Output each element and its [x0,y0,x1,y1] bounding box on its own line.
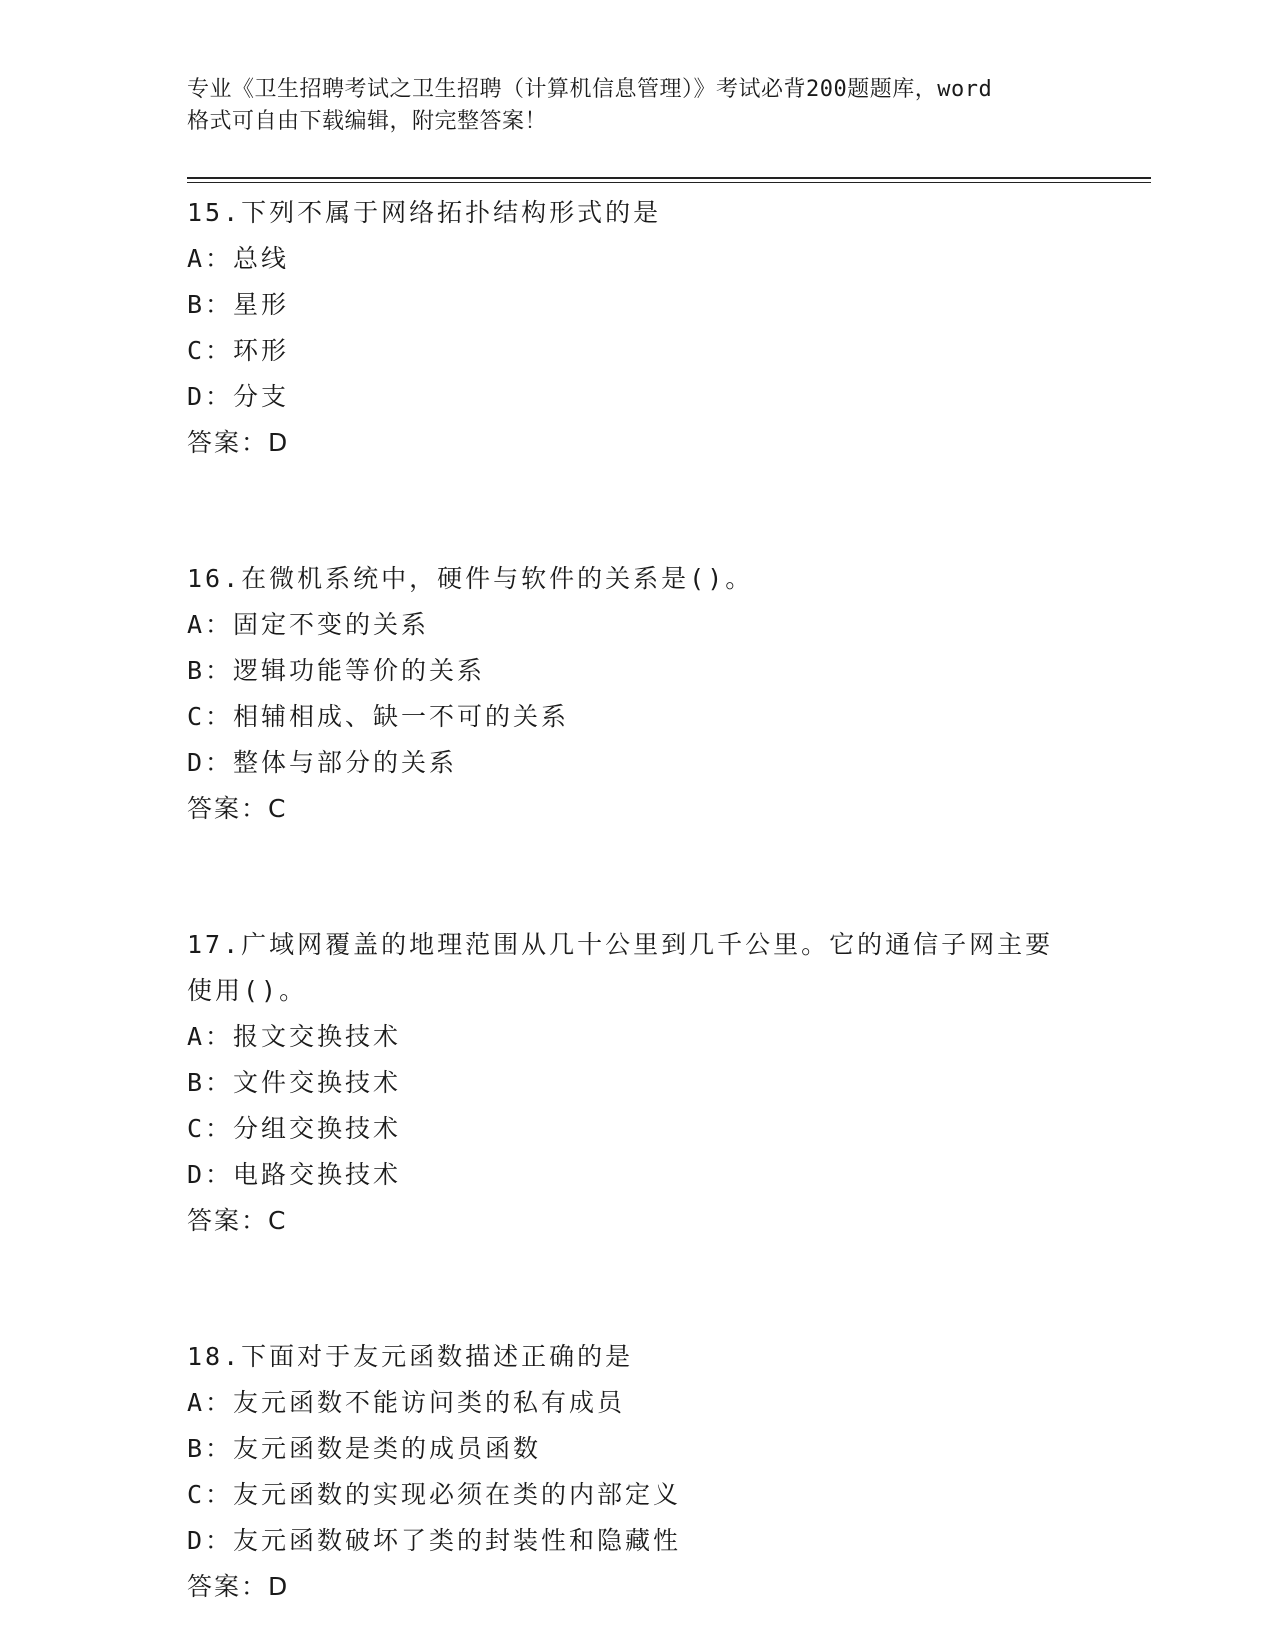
document-header [187,74,1087,138]
question-stem: 15.下列不属于网络拓扑结构形式的是 [187,198,662,227]
option-d: D：友元函数破坏了类的封装性和隐藏性 [187,1526,682,1555]
answer-label: 答案：D [187,1572,290,1601]
header-line-2: 格式可自由下载编辑，附完整答案！ [187,109,548,134]
question-stem-line-2: 使用()。 [187,976,308,1005]
question-spacer [187,832,1127,922]
question-stem: 18.下面对于友元函数描述正确的是 [187,1342,634,1371]
question-15 [187,190,1127,466]
question-16 [187,556,1127,832]
option-b: B：逻辑功能等价的关系 [187,656,486,685]
option-b: B：友元函数是类的成员函数 [187,1434,542,1463]
option-c: C：环形 [187,336,290,365]
question-spacer [187,466,1127,556]
option-d: D：整体与部分的关系 [187,748,458,777]
option-c: C：友元函数的实现必须在类的内部定义 [187,1480,682,1509]
answer-label: 答案：C [187,1206,288,1235]
question-stem-line-1: 17.广域网覆盖的地理范围从几十公里到几千公里。它的通信子网主要 [187,930,1054,959]
question-spacer [187,1244,1127,1334]
question-stem: 16.在微机系统中，硬件与软件的关系是()。 [187,564,754,593]
option-d: D：分支 [187,382,290,411]
option-c: C：分组交换技术 [187,1114,402,1143]
option-c: C：相辅相成、缺一不可的关系 [187,702,570,731]
header-divider [187,177,1151,183]
question-17 [187,922,1127,1244]
option-b: B：星形 [187,290,290,319]
option-d: D：电路交换技术 [187,1160,402,1189]
option-a: A：总线 [187,244,290,273]
question-list [187,190,1127,1610]
header-line-1: 专业《卫生招聘考试之卫生招聘（计算机信息管理）》考试必背200题题库，word [187,77,993,102]
option-a: A：报文交换技术 [187,1022,402,1051]
option-b: B：文件交换技术 [187,1068,402,1097]
option-a: A：固定不变的关系 [187,610,430,639]
question-18 [187,1334,1127,1610]
answer-label: 答案：D [187,428,290,457]
option-a: A：友元函数不能访问类的私有成员 [187,1388,626,1417]
answer-label: 答案：C [187,794,288,823]
